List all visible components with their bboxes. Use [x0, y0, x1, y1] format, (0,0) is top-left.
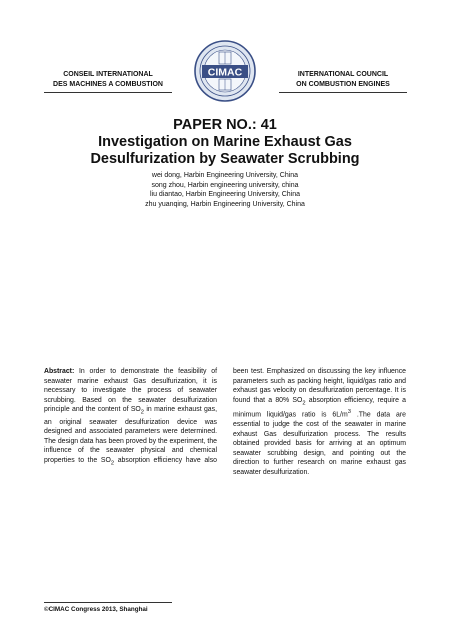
paper-number: PAPER NO.: 41	[173, 117, 277, 133]
title-block	[0, 117, 450, 209]
header-left-line2: DES MACHINES A COMBUSTION	[53, 81, 163, 88]
abstract-part-1: In order to demonstrate the feasibility of seawater marine exhaust Gas desulfurization, it is necessary to investigate the process of seawater scrubbing. Based on the seawater desulfurization principle and the content of SO	[44, 368, 217, 413]
header-left-rule	[44, 92, 172, 93]
abstract-part-3: absorption efficiency have also been test. Emphasized on discussing the key influence parameters such as packing height, liquid/gas ratio and exhaust gas velocity on desulfurization percentage. It is found that a 80% SO	[114, 368, 406, 464]
abstract-label: Abstract:	[44, 368, 75, 375]
abstract-part-4: absorption efficiency, require a minimum liquid/gas ratio is 6L/m	[233, 396, 406, 419]
cimac-logo	[193, 39, 257, 103]
header-right-line2: ON COMBUSTION ENGINES	[296, 81, 390, 88]
paper-title-line1: Investigation on Marine Exhaust Gas	[98, 134, 352, 150]
footer-rule	[44, 602, 172, 603]
author-list	[0, 171, 450, 209]
footer-text: ©CIMAC Congress 2013, Shanghai	[44, 606, 148, 613]
logo-text: CIMAC	[207, 66, 243, 79]
abstract-part-5: .The data are essential to judge the cost of the seawater in marine exhaust Gas desulfurization process. The results obtained provided basis for arriving at an optimum seawater scrubbing design, and pointing out the direction to further research on marine exhaust gas seawater desulfurization.	[233, 411, 406, 476]
author-1: wei dong, Harbin Engineering University, China	[151, 172, 299, 179]
author-4: zhu yuanqing, Harbin Engineering University, China	[145, 200, 305, 208]
header-right-line1: INTERNATIONAL COUNCIL	[297, 71, 389, 78]
abstract	[44, 367, 406, 477]
abstract-text	[44, 367, 406, 477]
abstract-part-2: in marine exhaust gas, an original seawater desulfurization device was designed and associated parameters were determined. The design data has been proved by the experiment, the influence of the seawater physical and chemical properties to the SO	[44, 406, 217, 464]
header-left	[44, 70, 172, 93]
header-right-rule	[279, 92, 407, 93]
abstract-sub-1: 2	[140, 409, 144, 416]
paper-title-line2: Desulfurization by Seawater Scrubbing	[90, 150, 360, 167]
abstract-sub-2: 2	[110, 460, 115, 467]
abstract-sup-1: 3	[347, 409, 351, 416]
author-2: song zhou, Harbin engineering university, china	[151, 181, 299, 189]
abstract-sub-3: 2	[302, 399, 306, 406]
author-3: liu diantao, Harbin Engineering University, China	[149, 191, 301, 199]
header-left-line1: CONSEIL INTERNATIONAL	[63, 71, 153, 78]
header-right	[279, 70, 407, 93]
